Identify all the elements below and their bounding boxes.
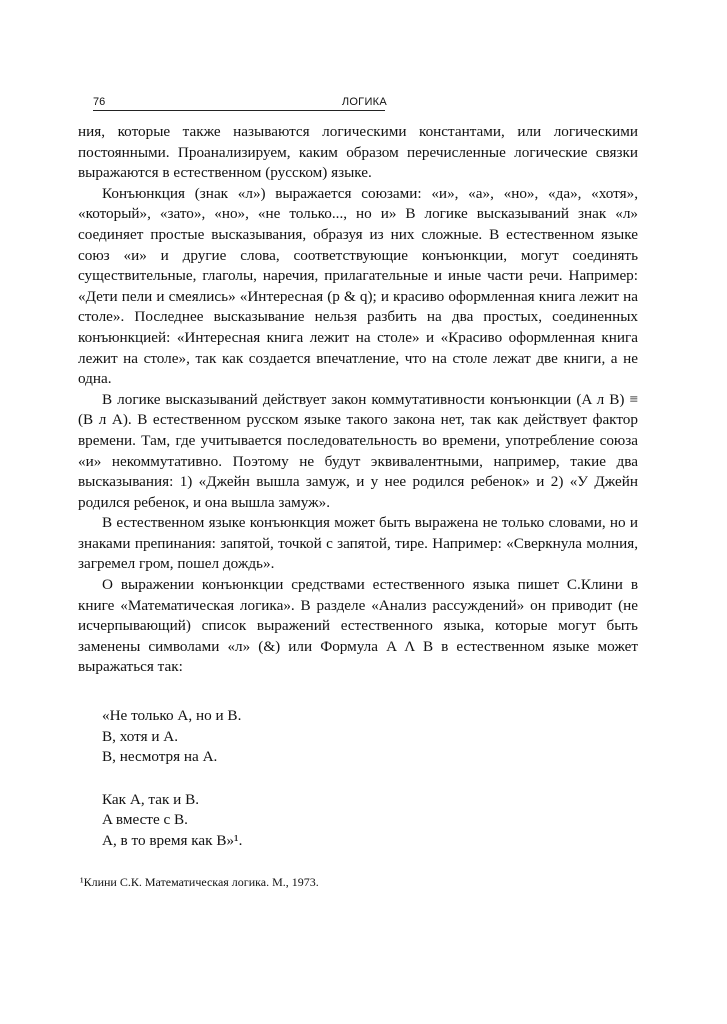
paragraph: В естественном языке конъюнкция может быть выражена не только словами, но и знаками препинания: запятой, точкой с запятой, тире. Например: «Сверкнула молния, загремел гром, пошел дождь». [78, 514, 638, 573]
paragraph: О выражении конъюнкции средствами естественного языка пишет С.Клини в книге «Математическая логика». В разделе «Анализ рассуждений» он приводит (не исчерпывающий) список выражений естественного языка, которые могут быть заменены символами «л» (&) или Формула A Λ B в естественном языке может выражаться так: [78, 576, 638, 676]
running-title: ЛОГИКА [341, 96, 387, 108]
body-text [78, 122, 638, 678]
example-line: B, хотя и A. [102, 727, 179, 745]
example-line: A вместе с B. [102, 811, 188, 829]
footnote: ¹Клини С.К. Математическая логика. М., 1973. [80, 875, 319, 889]
example-line: Как A, так и B. [102, 790, 199, 808]
example-line: «Не только A, но и B. [102, 707, 242, 724]
paragraph: Конъюнкция (знак «л») выражается союзами: «и», «а», «но», «да», «хотя», «который», «зато», «но», «не только..., но и» В логике высказываний знак «л» соединяет простые высказывания, образуя из них сложные. В естественном языке союз «и» и другие слова, соответствующие конъюнкции, могут соединять существительные, глаголы, наречия, прилагательные и иные части речи. Например: «Дети пели и смеялись» «Интересная (p & q); и красиво оформленная книга лежит на столе». Последнее высказывание нельзя разбить на два простых, соединенных конъюнкцией: «Интересная книга лежит на столе» и «Красиво оформленная книга лежит на столе», так как создается впечатление, что на столе лежат две книги, а не одна. [78, 184, 638, 388]
paragraph: В логике высказываний действует закон коммутативности конъюнкции (A л B) ≡ (B л A). В естественном русском языке такого закона нет, так как действует фактор времени. Там, где учитывается последовательность во времени, употребление союза «и» некоммутативно. Поэтому не будут эквивалентными, например, такие два высказывания: 1) «Джейн вышла замуж, и у нее родился ребенок» и 2) «У Джейн родился ребенок, и она вышла замуж». [78, 390, 638, 511]
example-line: A, в то время как B»¹. [102, 831, 243, 849]
example-list [102, 706, 242, 852]
page-header [93, 96, 385, 111]
paragraph: ния, которые также называются логическими константами, или логическими постоянными. Проанализируем, каким образом перечисленные логические связки выражаются в естественном (русском) языке. [78, 123, 638, 182]
page-number: 76 [93, 96, 106, 108]
example-line: B, несмотря на A. [102, 748, 218, 766]
